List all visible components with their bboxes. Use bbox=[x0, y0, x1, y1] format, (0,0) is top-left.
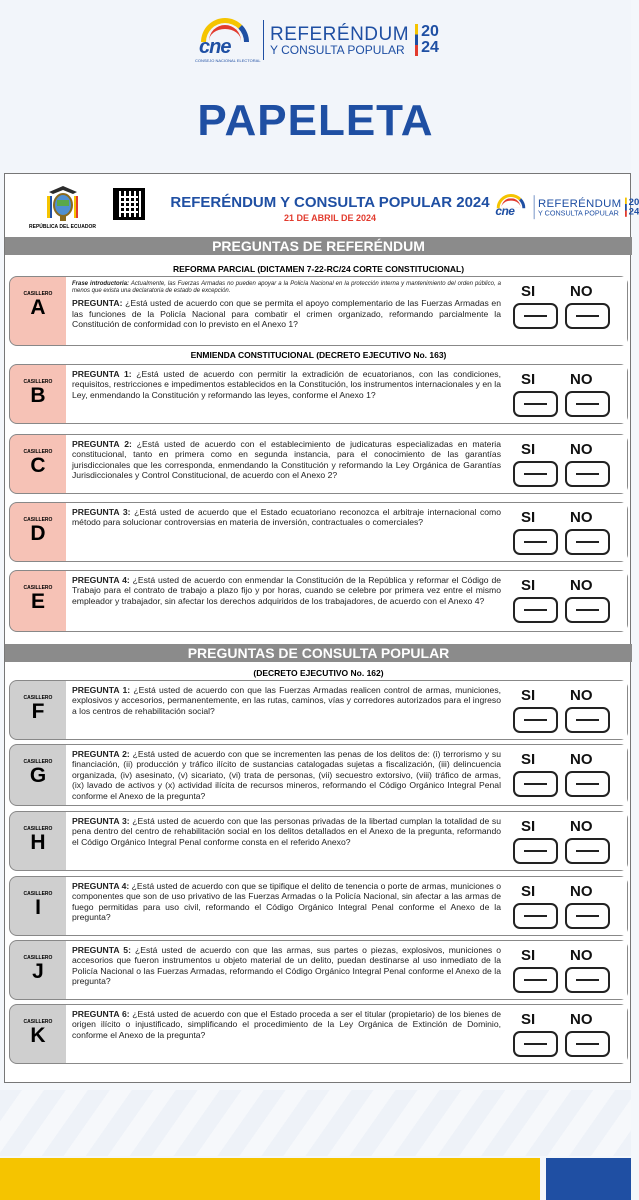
question-text bbox=[66, 681, 507, 739]
si-label: SI bbox=[521, 947, 536, 964]
no-label: NO bbox=[570, 371, 593, 388]
no-checkbox[interactable] bbox=[565, 303, 610, 329]
question-label: PREGUNTA 4: bbox=[72, 575, 130, 585]
casillero bbox=[10, 277, 66, 345]
footer-yellow-band bbox=[0, 1158, 540, 1200]
si-checkbox[interactable] bbox=[513, 903, 558, 929]
no-checkbox[interactable] bbox=[565, 1031, 610, 1057]
casillero-label: CASILLERO bbox=[23, 1019, 53, 1025]
intro-phrase bbox=[72, 281, 501, 295]
question-row-j bbox=[9, 940, 628, 1000]
casillero bbox=[10, 571, 66, 631]
referendum-wordmark bbox=[270, 25, 409, 56]
ballot-header bbox=[5, 174, 639, 236]
page-title: PAPELETA bbox=[197, 96, 434, 145]
section-referendum-subheading-b: ENMIENDA CONSTITUCIONAL (DECRETO EJECUTIVO No. 163) bbox=[190, 350, 447, 360]
question-text bbox=[66, 877, 507, 935]
no-label: NO bbox=[570, 441, 593, 458]
answer-boxes bbox=[507, 941, 627, 999]
answer-boxes bbox=[507, 571, 627, 631]
casillero-letter: H bbox=[30, 831, 46, 854]
question-row-g bbox=[9, 744, 628, 806]
ballot-date: 21 DE ABRIL DE 2024 bbox=[283, 213, 377, 223]
question-text bbox=[66, 1005, 507, 1063]
question-row-d bbox=[9, 502, 628, 562]
si-checkbox[interactable] bbox=[513, 707, 558, 733]
question-text bbox=[66, 365, 507, 423]
si-label: SI bbox=[521, 1011, 536, 1028]
answer-boxes bbox=[507, 277, 627, 345]
question-row-a bbox=[9, 276, 628, 346]
si-label: SI bbox=[521, 509, 536, 526]
si-checkbox[interactable] bbox=[513, 461, 558, 487]
question-text bbox=[66, 941, 507, 999]
question-label: PREGUNTA 2: bbox=[72, 749, 130, 759]
casillero bbox=[10, 435, 66, 493]
no-label: NO bbox=[570, 283, 593, 300]
casillero-label: CASILLERO bbox=[23, 379, 53, 385]
mini-cne-text: cne bbox=[495, 204, 515, 218]
mini-year-bottom: 24 bbox=[628, 206, 639, 217]
no-checkbox[interactable] bbox=[565, 967, 610, 993]
question-body: ¿Está usted de acuerdo con enmendar la Constitución de la República y reformar el Código de Trabajo para el contrato de trabajo a plazo fijo y por horas, cuando se celebre por primera vez entre el mismo empleador y trabajador, sin afectar los derechos adquiridos de los trabajadores, de acuerdo con el Anexo 4? bbox=[72, 575, 502, 606]
si-checkbox[interactable] bbox=[513, 838, 558, 864]
casillero bbox=[10, 877, 66, 935]
question-body: ¿Está usted de acuerdo con que se incrementen las penas de los delitos de: (i) terrorismo y su financiación, (ii) producción y tráfico ilícito de sustancias catalogadas sujetas a fiscalización, (iii) delincuencia organizada, (iv) asesinato, (v) sicariato, (vi) trata de personas, (vii) secuestro extorsivo, (viii) tráfico de armas, (ix) lavado de activos y (x) actividad ilícita de recursos mineros, reformando el Código Orgánico Integral Penal conforme el Anexo de la pregunta? bbox=[72, 749, 501, 801]
si-checkbox[interactable] bbox=[513, 1031, 558, 1057]
question-text bbox=[66, 503, 507, 561]
casillero-label: CASILLERO bbox=[23, 449, 53, 455]
no-checkbox[interactable] bbox=[565, 529, 610, 555]
answer-boxes bbox=[507, 681, 627, 739]
casillero-label: CASILLERO bbox=[23, 585, 53, 591]
question-body: ¿Está usted de acuerdo con que las personas privadas de la libertad cumplan la totalidad de su pena dentro del centro de rehabilitación social en los delitos detallados en el Anexo de la pregunta, reformando el Código Orgánico Integral Penal conforme consta en el referido Anexo? bbox=[72, 816, 501, 847]
no-checkbox[interactable] bbox=[565, 771, 610, 797]
casillero bbox=[10, 812, 66, 870]
question-body: ¿Está usted de acuerdo con que el Estado proceda a ser el titular (propietario) de los bienes de origen ilícito o injustificado, simplificando el procedimiento de la Ley Orgánica de Extinción de Dominio, conforme el Anexo de la pregunta? bbox=[72, 1009, 502, 1040]
si-checkbox[interactable] bbox=[513, 771, 558, 797]
ballot bbox=[4, 173, 639, 1083]
casillero-label: CASILLERO bbox=[23, 891, 53, 897]
no-label: NO bbox=[570, 751, 593, 768]
no-checkbox[interactable] bbox=[565, 903, 610, 929]
question-label: PREGUNTA 1: bbox=[72, 369, 132, 379]
mini-ref-line1: REFERÉNDUM bbox=[538, 197, 622, 210]
cne-logo-text: cne bbox=[199, 36, 231, 58]
question-row-h bbox=[9, 811, 628, 871]
qr-code-icon bbox=[113, 188, 145, 220]
question-row-f bbox=[9, 680, 628, 740]
question-label: PREGUNTA 6: bbox=[72, 1009, 130, 1019]
question-row-b bbox=[9, 364, 628, 424]
si-checkbox[interactable] bbox=[513, 529, 558, 555]
casillero bbox=[10, 1005, 66, 1063]
ballot-title: REFERÉNDUM Y CONSULTA POPULAR 2024 bbox=[170, 194, 490, 211]
question-body: ¿Está usted de acuerdo con permitir la extradición de ecuatorianos, con las condiciones, requisitos, restricciones e impedimentos establecidos en la Constitución, los instrumentos internacionales y en la Ley, enmendando la Constitución y reformando las leyes, conforme el Anexo 1? bbox=[72, 369, 501, 400]
question-text bbox=[66, 571, 507, 631]
casillero-label: CASILLERO bbox=[23, 517, 53, 523]
casillero bbox=[10, 503, 66, 561]
question-body: ¿Está usted de acuerdo con que las armas, sus partes o piezas, explosivos, municiones o accesorios que fueron instrumentos u objeto material de un delito, puedan destinarse al uso inmediato de la Policía Nacional o las Fuerzas Armadas, reformando el Código Orgánico Integral Penal conforme el Anexo de la pregunta? bbox=[72, 945, 502, 987]
ballot-logo bbox=[493, 194, 639, 220]
no-checkbox[interactable] bbox=[565, 707, 610, 733]
answer-boxes bbox=[507, 877, 627, 935]
question-label: PREGUNTA 5: bbox=[72, 945, 131, 955]
si-label: SI bbox=[521, 371, 536, 388]
no-label: NO bbox=[570, 577, 593, 594]
casillero bbox=[10, 681, 66, 739]
year-top: 20 bbox=[421, 23, 439, 40]
question-row-i bbox=[9, 876, 628, 936]
year-bottom: 24 bbox=[421, 39, 439, 56]
question-row-k bbox=[9, 1004, 628, 1064]
question-label: PREGUNTA 3: bbox=[72, 507, 131, 517]
intro-text: Actualmente, las Fuerzas Armadas no pueden apoyar a la Policía Nacional en la protección interna y mantenimiento del orden público, a menos que exista una declaratoria de estado de excepción. bbox=[72, 281, 501, 295]
question-body: ¿Está usted de acuerdo con que las Fuerzas Armadas realicen control de armas, municiones, explosivos y accesorios, permanentemente, en las rutas, caminos, vías y corredores autorizados para el ingreso a los centros de rehabilitación social? bbox=[72, 685, 502, 716]
section-referendum-subheading-a: REFORMA PARCIAL (DICTAMEN 7-22-RC/24 CORTE CONSTITUCIONAL) bbox=[172, 264, 465, 274]
question-row-e bbox=[9, 570, 628, 632]
referendum-line1: REFERÉNDUM bbox=[270, 23, 410, 45]
no-checkbox[interactable] bbox=[565, 597, 610, 623]
casillero-letter: K bbox=[30, 1024, 46, 1047]
casillero-letter: D bbox=[30, 522, 46, 545]
si-label: SI bbox=[521, 883, 536, 900]
casillero-letter: A bbox=[30, 296, 46, 319]
si-label: SI bbox=[521, 577, 536, 594]
si-label: SI bbox=[521, 441, 536, 458]
si-label: SI bbox=[521, 818, 536, 835]
question-text bbox=[66, 812, 507, 870]
no-label: NO bbox=[570, 509, 593, 526]
emblem-label: REPÚBLICA DEL ECUADOR bbox=[29, 224, 96, 230]
question-body: ¿Está usted de acuerdo con el establecimiento de judicaturas especializadas en materia constitucional, tanto en primera como en segunda instancia, para el conocimiento de las garantías jurisdiccionales que les corresponda, enmendando la Constitución y reformando la Ley Orgánica de Garantías Jurisdiccionales y Control Constitucional, de acuerdo con el Anexo 2? bbox=[72, 439, 501, 481]
answer-boxes bbox=[507, 1005, 627, 1063]
casillero-label: CASILLERO bbox=[23, 695, 53, 701]
header-logo bbox=[195, 18, 439, 62]
si-checkbox[interactable] bbox=[513, 303, 558, 329]
section-referendum-title: PREGUNTAS DE REFERÉNDUM bbox=[5, 237, 632, 255]
question-text bbox=[66, 435, 507, 493]
question-body: ¿Está usted de acuerdo con que se permita el apoyo complementario de las Fuerzas Armadas en las funciones de la Policía Nacional para combatir el crimen organizado, reformando parcialmente la Constitución de conformidad con lo previsto en el Anexo 1? bbox=[72, 298, 501, 330]
no-checkbox[interactable] bbox=[565, 461, 610, 487]
section-consulta-title: PREGUNTAS DE CONSULTA POPULAR bbox=[5, 644, 632, 662]
question-label: PREGUNTA 1: bbox=[72, 685, 131, 695]
footer-pattern bbox=[0, 1090, 631, 1156]
no-label: NO bbox=[570, 687, 593, 704]
cne-logo-subtitle: CONSEJO NACIONAL ELECTORAL bbox=[195, 58, 261, 63]
question-text bbox=[66, 277, 507, 345]
question-label: PREGUNTA 3: bbox=[72, 816, 130, 826]
answer-boxes bbox=[507, 745, 627, 805]
casillero-letter: F bbox=[31, 700, 45, 723]
no-label: NO bbox=[570, 947, 593, 964]
no-label: NO bbox=[570, 1011, 593, 1028]
answer-boxes bbox=[507, 503, 627, 561]
no-label: NO bbox=[570, 883, 593, 900]
section-consulta-subheading: (DECRETO EJECUTIVO No. 162) bbox=[253, 668, 384, 678]
answer-boxes bbox=[507, 435, 627, 493]
no-checkbox[interactable] bbox=[565, 391, 610, 417]
referendum-line2: Y CONSULTA POPULAR bbox=[270, 42, 405, 57]
logo-divider bbox=[263, 20, 264, 60]
si-checkbox[interactable] bbox=[513, 597, 558, 623]
casillero-label: CASILLERO bbox=[23, 759, 53, 765]
si-label: SI bbox=[521, 751, 536, 768]
casillero-label: CASILLERO bbox=[23, 291, 53, 297]
question-body: ¿Está usted de acuerdo que el Estado ecuatoriano reconozca el arbitraje internacional como método para solucionar controversias en materia de inversión, contractuales o comerciales? bbox=[72, 507, 501, 528]
page-header bbox=[0, 0, 631, 170]
year-mark bbox=[415, 24, 439, 56]
cne-logo bbox=[195, 18, 261, 63]
question-label: PREGUNTA: bbox=[72, 298, 123, 309]
casillero-letter: B bbox=[30, 384, 46, 407]
casillero-letter: E bbox=[30, 590, 45, 613]
question-label: PREGUNTA 2: bbox=[72, 439, 132, 449]
si-label: SI bbox=[521, 283, 536, 300]
no-label: NO bbox=[570, 818, 593, 835]
casillero-label: CASILLERO bbox=[23, 826, 53, 832]
casillero-letter: G bbox=[29, 764, 47, 787]
answer-boxes bbox=[507, 812, 627, 870]
si-checkbox[interactable] bbox=[513, 967, 558, 993]
answer-boxes bbox=[507, 365, 627, 423]
casillero-letter: C bbox=[30, 454, 46, 477]
casillero bbox=[10, 941, 66, 999]
casillero bbox=[10, 745, 66, 805]
no-checkbox[interactable] bbox=[565, 838, 610, 864]
casillero bbox=[10, 365, 66, 423]
question-row-c bbox=[9, 434, 628, 494]
question-label: PREGUNTA 4: bbox=[72, 881, 130, 891]
casillero-letter: I bbox=[35, 896, 41, 919]
casillero-label: CASILLERO bbox=[23, 955, 53, 961]
mini-year-top: 20 bbox=[628, 197, 639, 208]
casillero-letter: J bbox=[32, 960, 44, 983]
intro-label: Frase introductoria: bbox=[72, 281, 130, 287]
question-body: ¿Está usted de acuerdo con que se tipifique el delito de tenencia o porte de armas, municiones o componentes que son de uso privativo de las Fuerzas Armadas o la Policía Nacional, sin afectar a las armas de fuego permitidas para uso civil, reformando el Código Orgánico Integral Penal conforme el Anexo de la pregunta? bbox=[72, 881, 501, 923]
coat-of-arms-icon bbox=[43, 184, 83, 222]
mini-ref-line2: Y CONSULTA POPULAR bbox=[538, 208, 619, 218]
footer-blue-band bbox=[546, 1158, 631, 1200]
question-text bbox=[66, 745, 507, 805]
si-checkbox[interactable] bbox=[513, 391, 558, 417]
si-label: SI bbox=[521, 687, 536, 704]
